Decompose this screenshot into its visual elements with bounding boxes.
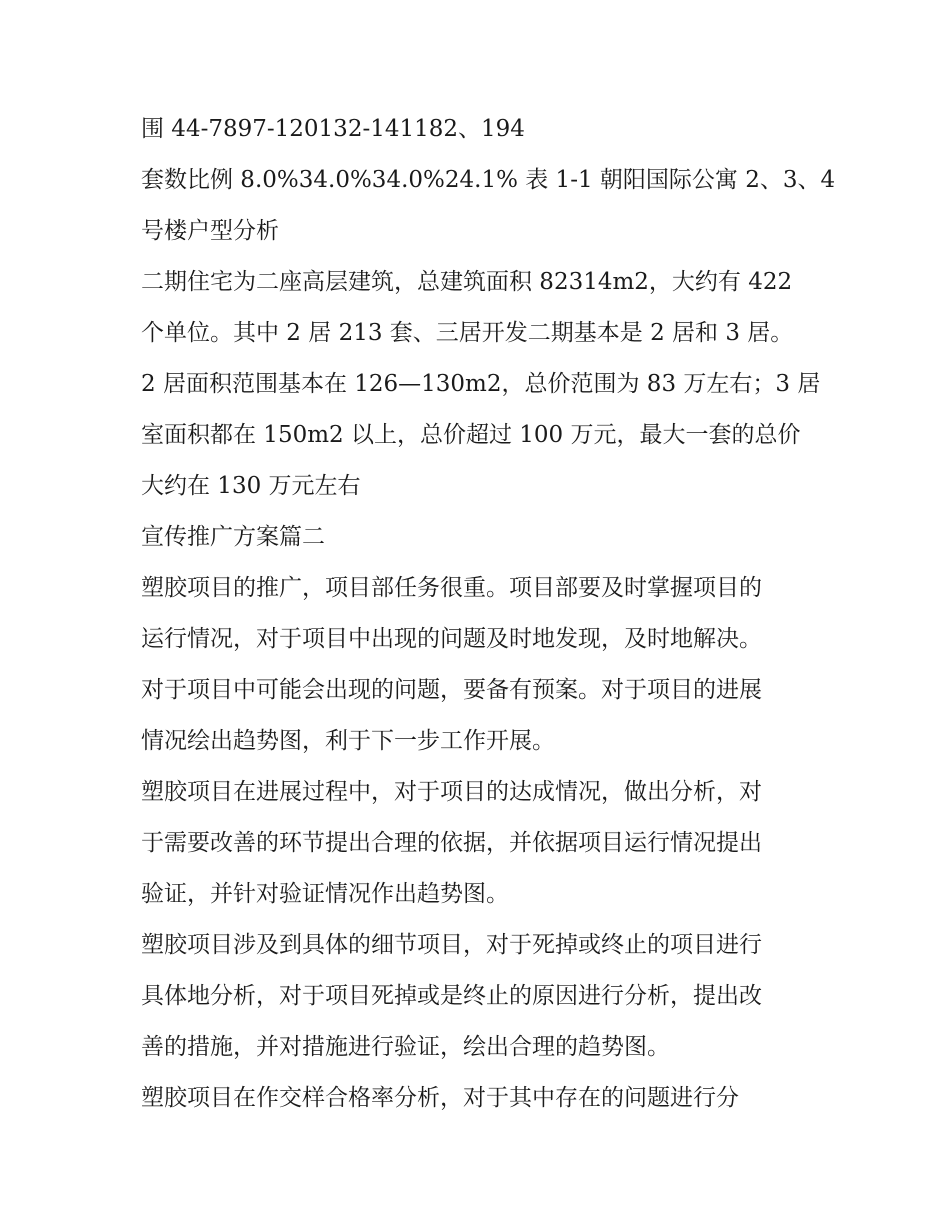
text-line: 室面积都在 150m2 以上，总价超过 100 万元，最大一套的总价 <box>141 422 801 448</box>
text-line: 2 居面积范围基本在 126—130m2，总价范围为 83 万左右；3 居 <box>141 371 821 397</box>
text-line: 情况绘出趋势图，利于下一步工作开展。 <box>141 728 555 754</box>
document-page <box>141 104 836 1124</box>
text-line: 塑胶项目在进展过程中，对于项目的达成情况，做出分析，对 <box>141 779 762 805</box>
text-line: 号楼户型分析 <box>141 218 279 244</box>
text-line: 具体地分析，对于项目死掉或是终止的原因进行分析，提出改 <box>141 983 762 1009</box>
section-heading: 宣传推广方案篇二 <box>141 524 325 550</box>
text-line: 围 44-7897-120132-141182、194 <box>141 116 525 142</box>
text-line: 塑胶项目在作交样合格率分析，对于其中存在的问题进行分 <box>141 1085 739 1111</box>
text-line: 大约在 130 万元左右 <box>141 473 361 499</box>
text-line: 塑胶项目涉及到具体的细节项目，对于死掉或终止的项目进行 <box>141 932 762 958</box>
text-line: 验证，并针对验证情况作出趋势图。 <box>141 881 509 907</box>
text-line: 运行情况，对于项目中出现的问题及时地发现，及时地解决。 <box>141 626 762 652</box>
text-line: 善的措施，并对措施进行验证，绘出合理的趋势图。 <box>141 1034 670 1060</box>
text-line: 塑胶项目的推广，项目部任务很重。项目部要及时掌握项目的 <box>141 575 762 601</box>
text-line: 对于项目中可能会出现的问题，要备有预案。对于项目的进展 <box>141 677 762 703</box>
text-line: 套数比例 8.0%34.0%34.0%24.1% 表 1-1 朝阳国际公寓 2、3、4 <box>141 167 836 193</box>
text-line: 个单位。其中 2 居 213 套、三居开发二期基本是 2 居和 3 居。 <box>141 320 794 346</box>
text-line: 二期住宅为二座高层建筑，总建筑面积 82314m2，大约有 422 <box>141 269 793 295</box>
text-line: 于需要改善的环节提出合理的依据，并依据项目运行情况提出 <box>141 830 762 856</box>
